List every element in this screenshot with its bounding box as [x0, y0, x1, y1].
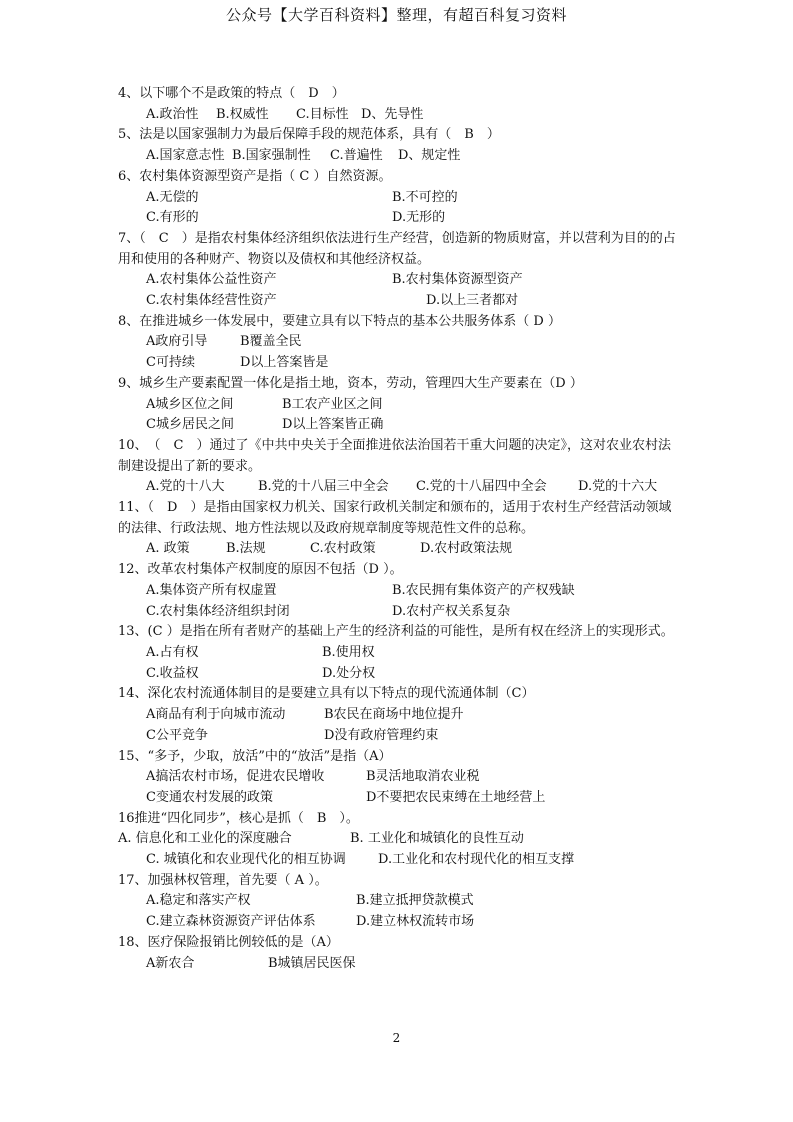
option: C.党的十八届四中全会 — [416, 479, 547, 495]
option: C.农村集体经济组织封闭 — [146, 603, 290, 619]
option: C城乡居民之间 — [146, 417, 234, 433]
option: C.农村政策 — [310, 541, 376, 557]
option: C.普遍性 — [330, 148, 383, 164]
options-row — [118, 270, 678, 291]
option: C公平竞争 — [146, 727, 208, 743]
question — [118, 747, 678, 809]
question-stem: 13、(C ）是指在所有者财产的基础上产生的经济利益的可能性，是所有权在经济上的实现形式。 — [118, 624, 674, 640]
option: B工农产业区之间 — [282, 396, 383, 412]
options-row — [118, 477, 678, 498]
option: C.目标性 — [296, 106, 349, 122]
question — [118, 312, 678, 374]
question-stem: 4、以下哪个不是政策的特点（ D ） — [118, 86, 345, 101]
option: B覆盖全民 — [240, 334, 302, 350]
options-row — [118, 208, 678, 229]
options-row — [118, 395, 678, 416]
option: B.农民拥有集体资产的产权残缺 — [392, 582, 575, 598]
option: B.权威性 — [216, 106, 269, 122]
question — [118, 167, 678, 229]
option: D.工业化和农村现代化的相互支撑 — [378, 852, 575, 868]
option: D.处分权 — [322, 665, 376, 681]
question-stem: 7、（ C ）是指农村集体经济组织依法进行生产经营，创造新的物质财富，并以营利为目的的占用和使用的各种财产、物资以及债权和其他经济权益。 — [118, 230, 676, 267]
option: A.国家意志性 — [146, 148, 225, 164]
option: A.稳定和落实产权 — [146, 893, 251, 909]
options-row — [118, 188, 678, 209]
option: C.收益权 — [146, 665, 199, 681]
question-stem: 11、（ D ）是指由国家权力机关、国家行政机关制定和颁布的，适用于农村生产经营活动领域的法律、行政法规、地方性法规以及政府规章制度等规范性文件的总称。 — [118, 500, 672, 536]
option: A.农村集体公益性资产 — [146, 272, 277, 288]
question-stem: 18、医疗保险报销比例较低的是（A） — [118, 934, 339, 950]
question-stem: 16推进“四化同步”，核心是抓（ B ）。 — [118, 810, 359, 826]
option: A.集体资产所有权虚置 — [146, 582, 277, 598]
question-list — [118, 84, 678, 974]
option: D以上答案皆正确 — [282, 417, 384, 433]
option: B.不可控的 — [392, 189, 458, 205]
options-row — [118, 643, 678, 664]
question-stem: 6、农村集体资源型资产是指（ C ）自然资源。 — [118, 168, 392, 184]
option: D以上答案皆是 — [240, 355, 329, 371]
question-stem: 10、 （ C ）通过了《中共中央关于全面推进依法治国若干重大问题的决定》，这对农业农村法制建设提出了新的要求。 — [118, 437, 671, 474]
question — [118, 622, 678, 684]
option: A. 信息化和工业化的深度融合 — [118, 831, 292, 847]
option: D.以上三者都对 — [426, 293, 519, 309]
option: B.使用权 — [322, 644, 375, 660]
options-row — [118, 767, 678, 788]
options-row — [118, 726, 678, 747]
option: D没有政府管理约束 — [324, 727, 439, 743]
options-row — [118, 788, 678, 809]
question — [118, 498, 678, 560]
option: B.法规 — [226, 541, 266, 557]
option: C.有形的 — [146, 210, 199, 226]
options-row — [118, 415, 678, 436]
option: A. 政策 — [146, 541, 190, 557]
question — [118, 871, 678, 933]
option: B农民在商场中地位提升 — [324, 707, 464, 723]
question — [118, 374, 678, 436]
options-row — [118, 829, 678, 850]
option: C可持续 — [146, 355, 195, 371]
question-stem: 15、“多予，少取，放活”中的“放活”是指（A） — [118, 748, 392, 764]
option: C.农村集体经营性资产 — [146, 293, 277, 309]
option: C.建立森林资源资产评估体系 — [146, 914, 316, 930]
option: D.党的十六大 — [578, 479, 658, 495]
options-row — [118, 105, 678, 126]
question — [118, 84, 678, 125]
options-row — [118, 850, 678, 871]
options-row — [118, 146, 678, 167]
option: D、规定性 — [398, 148, 461, 164]
question-stem: 17、加强林权管理，首先要（ A ）。 — [118, 872, 328, 888]
options-row — [118, 353, 678, 374]
option: A.党的十八大 — [146, 479, 225, 495]
option: D.农村产权关系复杂 — [392, 603, 511, 619]
question — [118, 933, 678, 974]
page-number: 2 — [392, 1031, 401, 1045]
option: D.农村政策法规 — [420, 541, 513, 557]
question-stem: 14、深化农村流通体制目的是要建立具有以下特点的现代流通体制（C） — [118, 686, 535, 702]
option: D不要把农民束缚在土地经营上 — [366, 789, 546, 805]
question — [118, 229, 678, 312]
question — [118, 560, 678, 622]
option: B灵活地取消农业税 — [366, 769, 480, 785]
option: B.党的十八届三中全会 — [258, 479, 389, 495]
option: A.占有权 — [146, 644, 199, 660]
question-stem: 8、在推进城乡一体发展中，要建立具有以下特点的基本公共服务体系（ D ） — [118, 313, 561, 329]
option: B.农村集体资源型资产 — [392, 272, 523, 288]
option: B. 工业化和城镇化的良性互动 — [350, 831, 524, 847]
question — [118, 809, 678, 871]
question-stem: 12、改革农村集体产权制度的原因不包括（D ）。 — [118, 562, 403, 578]
option: D.无形的 — [392, 210, 446, 226]
options-row — [118, 291, 678, 312]
option: A商品有利于向城市流动 — [146, 707, 286, 723]
options-row — [118, 954, 678, 975]
option: B城镇居民医保 — [268, 955, 356, 971]
options-row — [118, 891, 678, 912]
option: C. 城镇化和农业现代化的相互协调 — [146, 852, 346, 868]
question — [118, 436, 678, 498]
option: A.政治性 — [146, 106, 199, 122]
options-row — [118, 705, 678, 726]
option: A新农合 — [146, 955, 195, 971]
options-row — [118, 332, 678, 353]
option: A搞活农村市场，促进农民增收 — [146, 769, 325, 785]
option: A城乡区位之间 — [146, 396, 234, 412]
options-row — [118, 664, 678, 685]
option: C变通农村发展的政策 — [146, 789, 273, 805]
option: D.建立林权流转市场 — [356, 914, 475, 930]
question-stem: 9、城乡生产要素配置一体化是指土地，资本，劳动，管理四大生产要素在（D ） — [118, 375, 583, 391]
question — [118, 684, 678, 746]
option: D、先导性 — [361, 106, 424, 122]
options-row — [118, 602, 678, 623]
options-row — [118, 912, 678, 933]
option: B.建立抵押贷款模式 — [356, 893, 474, 909]
option: A.无偿的 — [146, 189, 199, 205]
options-row — [118, 581, 678, 602]
option: A政府引导 — [146, 334, 208, 350]
question — [118, 125, 678, 166]
page-header: 公众号【大学百科资料】整理，有超百科复习资料 — [225, 6, 567, 24]
option: B.国家强制性 — [232, 148, 311, 164]
question-stem: 5、法是以国家强制力为最后保障手段的规范体系，具有（ B ） — [118, 127, 500, 143]
options-row — [118, 539, 678, 560]
